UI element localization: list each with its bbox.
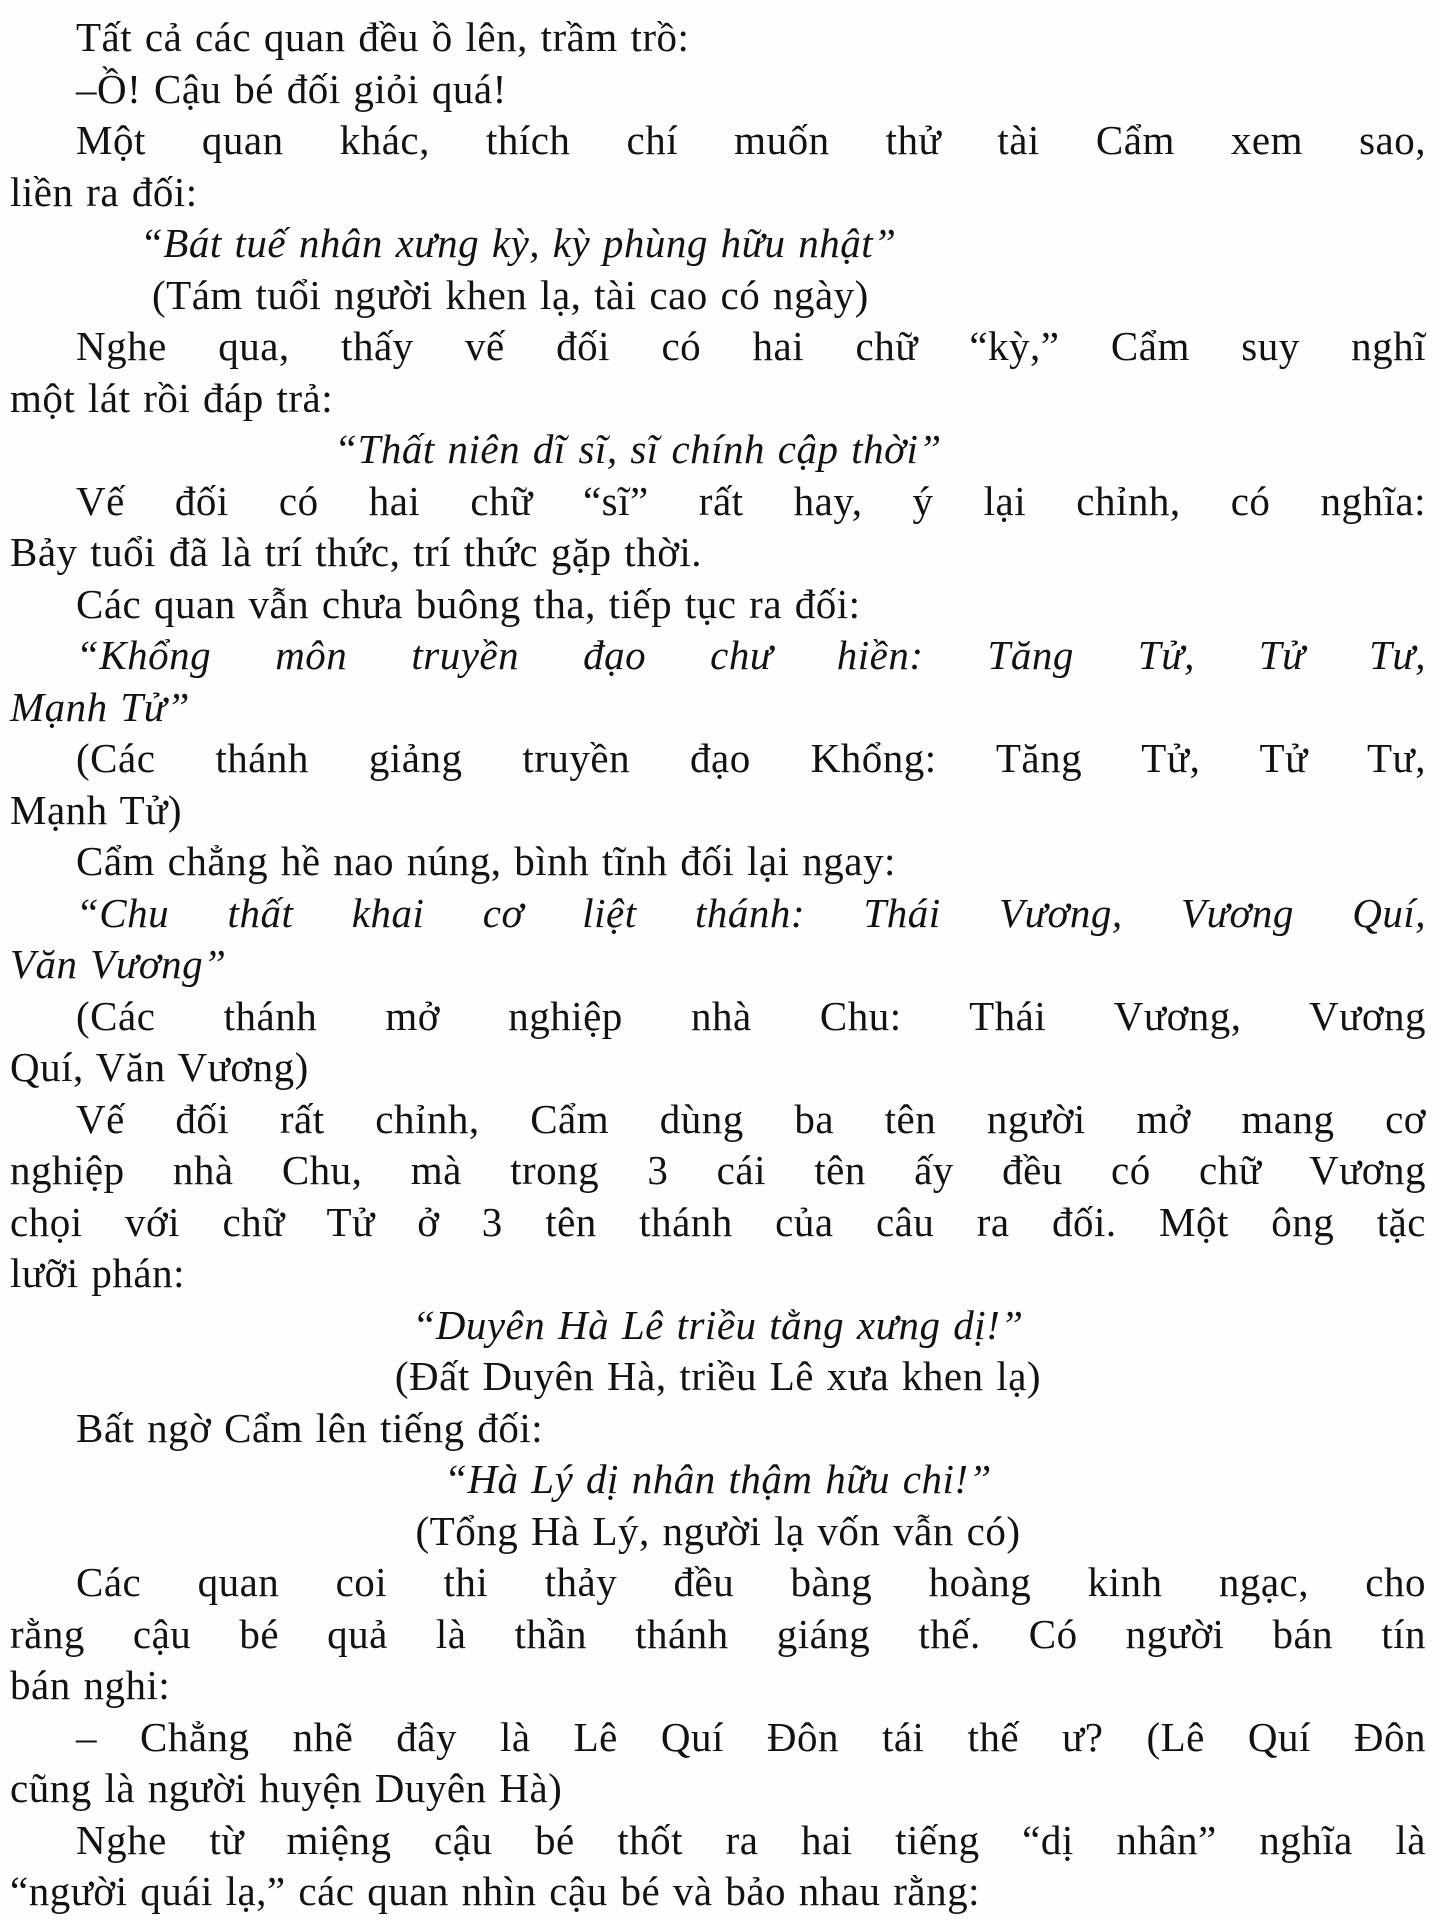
text-line: Các quan coi thi thảy đều bàng hoàng kinh ngạc, cho (76, 1559, 1426, 1605)
paragraph (10, 476, 1426, 579)
paragraph (10, 115, 1426, 218)
paragraph (10, 1300, 1426, 1352)
text-line: (Tám tuổi người khen lạ, tài cao có ngày) (152, 271, 869, 318)
text-line: “Duyên Hà Lê triều tằng xưng dị!” (412, 1301, 1024, 1348)
paragraph (10, 1351, 1426, 1403)
text-line: – Chẳng nhẽ đây là Lê Quí Đôn tái thế ư? (Lê Quí Đôn (76, 1713, 1426, 1760)
paragraph (10, 630, 1426, 733)
paragraph (10, 1557, 1426, 1712)
text-line: “Bát tuế nhân xưng kỳ, kỳ phùng hữu nhật” (140, 220, 897, 266)
text-line: (Tổng Hà Lý, người lạ vốn vẫn có) (415, 1507, 1021, 1554)
text-line: chọi với chữ Tử ở 3 tên thánh của câu ra đối. Một ông tặc (10, 1198, 1426, 1245)
text-line: (Các thánh giảng truyền đạo Khổng: Tăng Tử, Tử Tư, (76, 735, 1426, 781)
paragraph (10, 991, 1426, 1094)
text-line: –Ồ! Cậu bé đối giỏi quá! (76, 65, 507, 112)
text-line: “Khổng môn truyền đạo chư hiền: Tăng Tử, Tử Tư, (76, 632, 1426, 678)
text-line: Cẩm chẳng hề nao núng, bình tĩnh đối lại ngay: (76, 838, 896, 884)
text-line: Quí, Văn Vương) (10, 1044, 309, 1090)
paragraph (10, 64, 1426, 116)
text-line: (Các thánh mở nghiệp nhà Chu: Thái Vương, Vương (76, 992, 1426, 1039)
text-line: bán nghi: (10, 1662, 171, 1708)
text-line: Nghe qua, thấy vế đối có hai chữ “kỳ,” Cẩm suy nghĩ (76, 323, 1426, 369)
paragraph (10, 1712, 1426, 1815)
text-line: cũng là người huyện Duyên Hà) (10, 1765, 563, 1811)
text-line: “Hà Lý dị nhân thậm hữu chi!” (444, 1456, 992, 1502)
text-line: một lát rồi đáp trả: (10, 374, 334, 421)
text-line: Văn Vương” (10, 941, 227, 987)
paragraph (10, 733, 1426, 836)
text-line: Bảy tuổi đã là trí thức, trí thức gặp thời. (10, 529, 703, 575)
text-line: nghiệp nhà Chu, mà trong 3 cái tên ấy đều có chữ Vương (10, 1147, 1426, 1193)
paragraph (10, 12, 1426, 64)
paragraph (10, 1094, 1426, 1300)
text-line: Các quan vẫn chưa buông tha, tiếp tục ra đối: (76, 580, 861, 627)
text-line: liền ra đối: (10, 168, 198, 215)
text-line: “Chu thất khai cơ liệt thánh: Thái Vương, Vương Quí, (76, 889, 1426, 936)
paragraph (10, 1506, 1426, 1558)
paragraph (10, 888, 1426, 991)
text-line: Vế đối có hai chữ “sĩ” rất hay, ý lại chỉnh, có nghĩa: (76, 477, 1426, 524)
paragraph (10, 270, 1426, 322)
page-text (10, 12, 1426, 1918)
paragraph (10, 1815, 1426, 1918)
text-line: “Thất niên dĩ sĩ, sĩ chính cập thời” (334, 426, 942, 472)
text-line: (Đất Duyên Hà, triều Lê xưa khen lạ) (394, 1353, 1042, 1399)
text-line: Tất cả các quan đều ồ lên, trầm trồ: (76, 14, 690, 60)
paragraph (10, 321, 1426, 424)
paragraph (10, 836, 1426, 888)
text-line: Nghe từ miệng cậu bé thốt ra hai tiếng “dị nhân” nghĩa là (76, 1816, 1426, 1863)
text-line: Vế đối rất chỉnh, Cẩm dùng ba tên người mở mang cơ (76, 1095, 1426, 1142)
paragraph (10, 1454, 1426, 1506)
paragraph (10, 424, 1426, 476)
text-line: lưỡi phán: (10, 1250, 186, 1296)
paragraph (10, 1403, 1426, 1455)
text-line: Mạnh Tử” (10, 683, 190, 730)
text-line: Bất ngờ Cẩm lên tiếng đối: (76, 1404, 544, 1451)
paragraph (10, 218, 1426, 270)
text-line: rằng cậu bé quả là thần thánh giáng thế. Có người bán tín (10, 1610, 1426, 1657)
text-line: Một quan khác, thích chí muốn thử tài Cẩm xem sao, (76, 117, 1426, 163)
text-line: Mạnh Tử) (10, 786, 183, 833)
text-line: “người quái lạ,” các quan nhìn cậu bé và bảo nhau rằng: (10, 1868, 980, 1914)
paragraph (10, 579, 1426, 631)
